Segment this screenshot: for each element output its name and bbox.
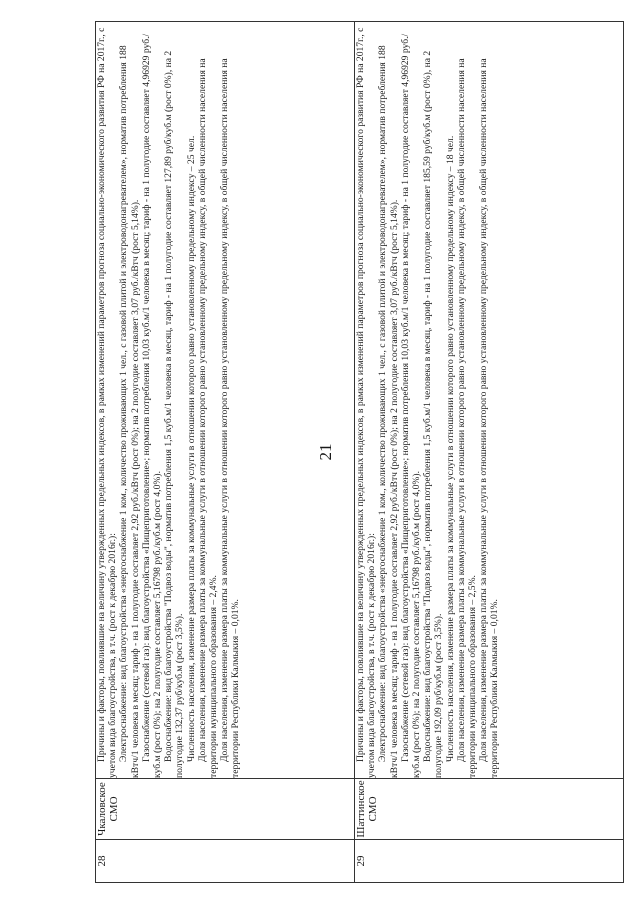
description-cell <box>96 22 355 779</box>
row-number: 28 <box>96 855 108 867</box>
table-row <box>355 22 624 883</box>
municipality-name: Чкаловское СМО <box>96 782 120 836</box>
description-paragraph: Численность населения, изменение размера платы за коммунальные услуги в отношении которого равно установленному предельному индексу – 25 чел. <box>185 135 197 762</box>
description-paragraph: Численность населения, изменение размера платы за коммунальные услуги в отношении которого равно установленному предельному индексу – 18 чел. <box>444 135 456 762</box>
description-paragraph: Электроснабжение: вид благоустройства «энергоснабжение 1 ком., количество проживающих 1 чел., с газовой плитой и электроводонагревателем», норматив потребления 188 кВтч/1 человека в месяц; тариф - на 1 полугодие составляет 2,92 руб./кВтч (рост 0%); на 2 полугодие составляет 3,07 руб./кВтч (рост 5,14%). <box>118 45 141 778</box>
municipality-name-cell <box>96 779 355 840</box>
description-paragraph: Газоснабжение (сетевой газ): вид благоустройства «Пищеприготовление»; норматив потребления 10,03 куб.м/1 человека в месяц; тариф - на 1 полугодие составляет 4,96929 руб./куб.м (рост 0%); на 2 полугодие составляет 5,16798 руб./куб.м (рост 4,0%). <box>399 33 423 778</box>
description-paragraph: Доля населения, изменение размера платы за коммунальные услуги в отношении которого равно установленному предельному индексу, в общей численности населения на территории Республики Калмыкия – 0,01%. <box>478 58 501 778</box>
description-paragraph: Причины и факторы, повлиявшие на величину утвержденных предельных индексов, в рамках изменений параметров прогноза социально-экономического развития РФ на 2017г., с учетом вида благоустройства, в т.ч. (рост к декабрю 2016г.): <box>355 27 378 778</box>
row-number: 29 <box>355 855 367 867</box>
municipality-name-cell <box>355 779 624 840</box>
row-number-cell <box>355 840 624 883</box>
description-paragraph: Водоснабжение: вид благоустройства "Подвоз воды", норматив потребления 1,5 куб.м/1 человека в месяц, тариф - на 1 полугодие составляет 127,89 руб/куб.м (рост 0%), на 2 полугодие 132,37 руб/куб.м (рост 3,5%). <box>163 50 186 778</box>
description-paragraph: Водоснабжение: вид благоустройства "Подвоз воды", норматив потребления 1,5 куб.м/1 человека в месяц, тариф - на 1 полугодие составляет 185,59 руб/куб.м (рост 0%), на 2 полугодие 192,09 руб/куб.м (рост 3,5%). <box>422 50 445 778</box>
description-paragraph: Газоснабжение (сетевой газ): вид благоустройства «Пищеприготовление»; норматив потребления 10,03 куб.м/1 человека в месяц; тариф - на 1 полугодие составляет 4,96929 руб./куб.м (рост 0%); на 2 полугодие составляет 5,16798 руб./куб.м (рост 4,0%). <box>140 33 164 778</box>
row-number-cell <box>96 840 355 883</box>
description-paragraph: Доля населения, изменение размера платы за коммунальные услуги в отношении которого равно установленному предельному индексу, в общей численности населения на территории муниципального образования – 2,5%. <box>455 58 479 778</box>
municipality-name: Шаттинское СМО <box>355 780 379 838</box>
page-number: 21 <box>316 443 335 461</box>
description-paragraph: Доля населения, изменение размера платы за коммунальные услуги в отношении которого равно установленному предельному индексу, в общей численности населения на территории муниципального образования – 2,4%. <box>196 58 220 778</box>
municipality-table <box>95 21 624 883</box>
description-paragraph: Доля населения, изменение размера платы за коммунальные услуги в отношении которого равно установленному предельному индексу, в общей численности населения на территории Республики Калмыкия – 0,01%. <box>219 58 242 778</box>
description-paragraph: Электроснабжение: вид благоустройства «энергоснабжение 1 ком., количество проживающих 1 чел., с газовой плитой и электроводонагревателем», норматив потребления 188 кВтч/1 человека в месяц; тариф - на 1 полугодие составляет 2,92 руб./кВтч (рост 0%); на 2 полугодие составляет 3,07 руб./кВтч (рост 5,14%). <box>377 45 400 778</box>
table-row <box>96 22 355 883</box>
description-cell <box>355 22 624 779</box>
rotated-page-content <box>95 21 621 883</box>
description-paragraph: Причины и факторы, повлиявшие на величину утвержденных предельных индексов, в рамках изменений параметров прогноза социально-экономического развития РФ на 2017г., с учетом вида благоустройства, в т.ч. (рост к декабрю 2016г.): <box>96 27 119 778</box>
